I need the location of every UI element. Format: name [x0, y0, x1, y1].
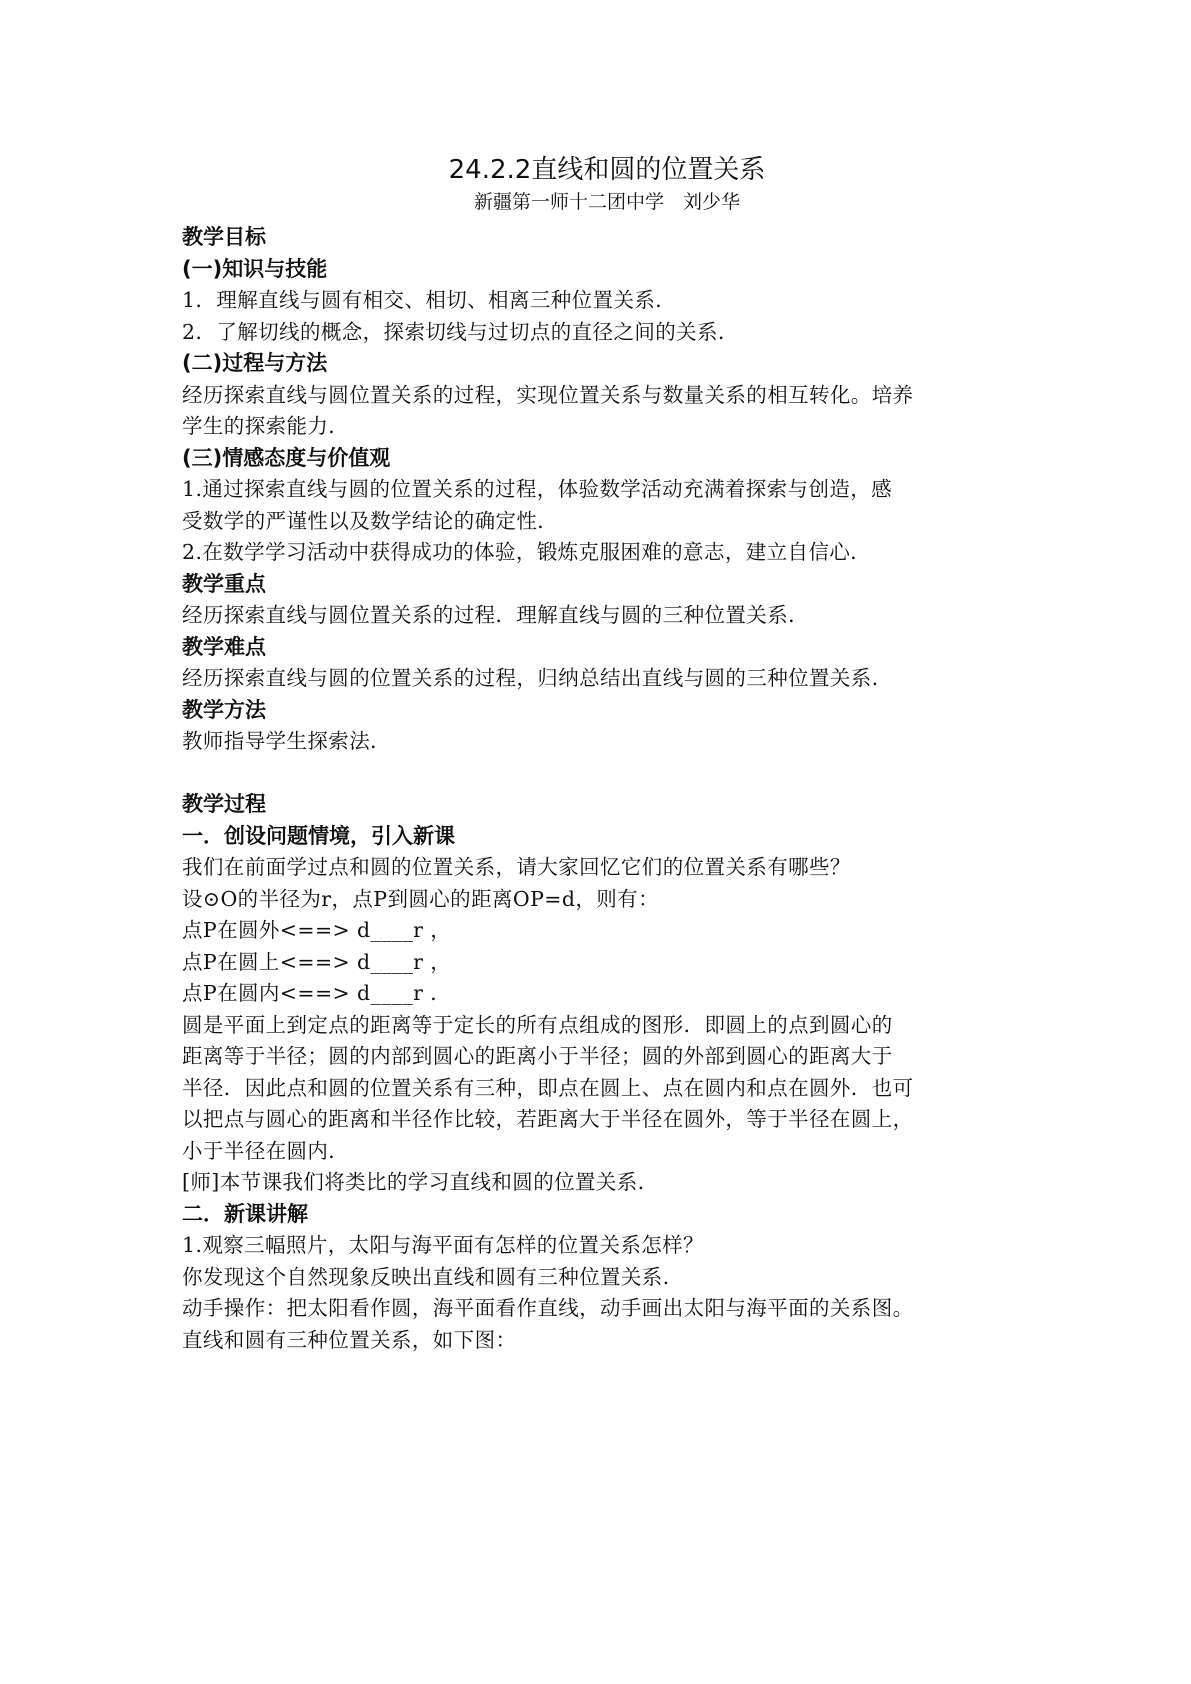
part-one-line: 点P在圆内<==> d____r ．: [182, 981, 452, 1005]
process-line: 学生的探索能力．: [182, 414, 350, 438]
emotion-line: 2.在数学学习活动中获得成功的体验，锻炼克服困难的意志，建立自信心．: [182, 540, 872, 564]
heading-objectives: 教学目标: [182, 225, 266, 249]
key-points-text: 经历探索直线与圆位置关系的过程．理解直线与圆的三种位置关系．: [182, 603, 809, 627]
heading-methods: 教学方法: [182, 697, 266, 722]
part-two-line: 1.观察三幅照片，太阳与海平面有怎样的位置关系怎样？: [182, 1233, 704, 1257]
heading-part-two: 二．新课讲解: [182, 1201, 308, 1226]
part-one-line: 圆是平面上到定点的距离等于定长的所有点组成的图形．即圆上的点到圆心的: [182, 1012, 893, 1037]
part-one-line: 我们在前面学过点和圆的位置关系，请大家回忆它们的位置关系有哪些？: [182, 855, 851, 879]
part-two-line: 你发现这个自然现象反映出直线和圆有三种位置关系．: [182, 1264, 684, 1289]
part-one-line: 设⊙O的半径为r，点P到圆心的距离OP=d，则有：: [182, 886, 659, 911]
difficulties-text: 经历探索直线与圆的位置关系的过程，归纳总结出直线与圆的三种位置关系．: [182, 666, 893, 690]
knowledge-item: 1．理解直线与圆有相交、相切、相离三种位置关系．: [182, 288, 677, 312]
document-title: 24.2.2直线和圆的位置关系: [448, 155, 766, 185]
part-two-line: 直线和圆有三种位置关系，如下图：: [182, 1327, 517, 1352]
heading-part-one: 一．创设问题情境，引入新课: [182, 823, 455, 848]
part-one-line: 点P在圆外<==> d____r ，: [182, 918, 452, 942]
process-line: 经历探索直线与圆位置关系的过程，实现位置关系与数量关系的相互转化。培养: [182, 382, 914, 407]
heading-emotion: (三)情感态度与价值观: [182, 445, 391, 470]
heading-teaching-process: 教学过程: [182, 792, 266, 816]
heading-knowledge: (一)知识与技能: [182, 256, 328, 281]
part-one-line: 小于半径在圆内．: [182, 1138, 350, 1163]
heading-key-points: 教学重点: [182, 571, 266, 596]
emotion-line: 受数学的严谨性以及数学结论的确定性．: [182, 508, 559, 533]
part-one-line: [师]本节课我们将类比的学习直线和圆的位置关系．: [182, 1170, 659, 1194]
part-one-line: 点P在圆上<==> d____r ，: [182, 949, 452, 974]
document-body: [182, 152, 1032, 1356]
author-line: 新疆第一师十二团中学 刘少华: [473, 191, 740, 213]
part-two-line: 动手操作：把太阳看作圆，海平面看作直线，动手画出太阳与海平面的关系图。: [182, 1296, 914, 1320]
emotion-line: 1.通过探索直线与圆的位置关系的过程，体验数学活动充满着探索与创造，感: [182, 477, 893, 501]
part-one-line: 距离等于半径；圆的内部到圆心的距离小于半径；圆的外部到圆心的距离大于: [182, 1044, 893, 1068]
part-one-line: 半径．因此点和圆的位置关系有三种，即点在圆上、点在圆内和点在圆外．也可: [182, 1075, 914, 1100]
heading-difficulties: 教学难点: [182, 634, 266, 659]
blank-line: [182, 758, 1032, 790]
heading-process-method: (二)过程与方法: [182, 351, 328, 375]
part-one-line: 以把点与圆心的距离和半径作比较，若距离大于半径在圆外，等于半径在圆上，: [182, 1107, 914, 1131]
knowledge-item: 2．了解切线的概念，探索切线与过切点的直径之间的关系．: [182, 319, 739, 344]
methods-text: 教师指导学生探索法．: [182, 729, 391, 753]
